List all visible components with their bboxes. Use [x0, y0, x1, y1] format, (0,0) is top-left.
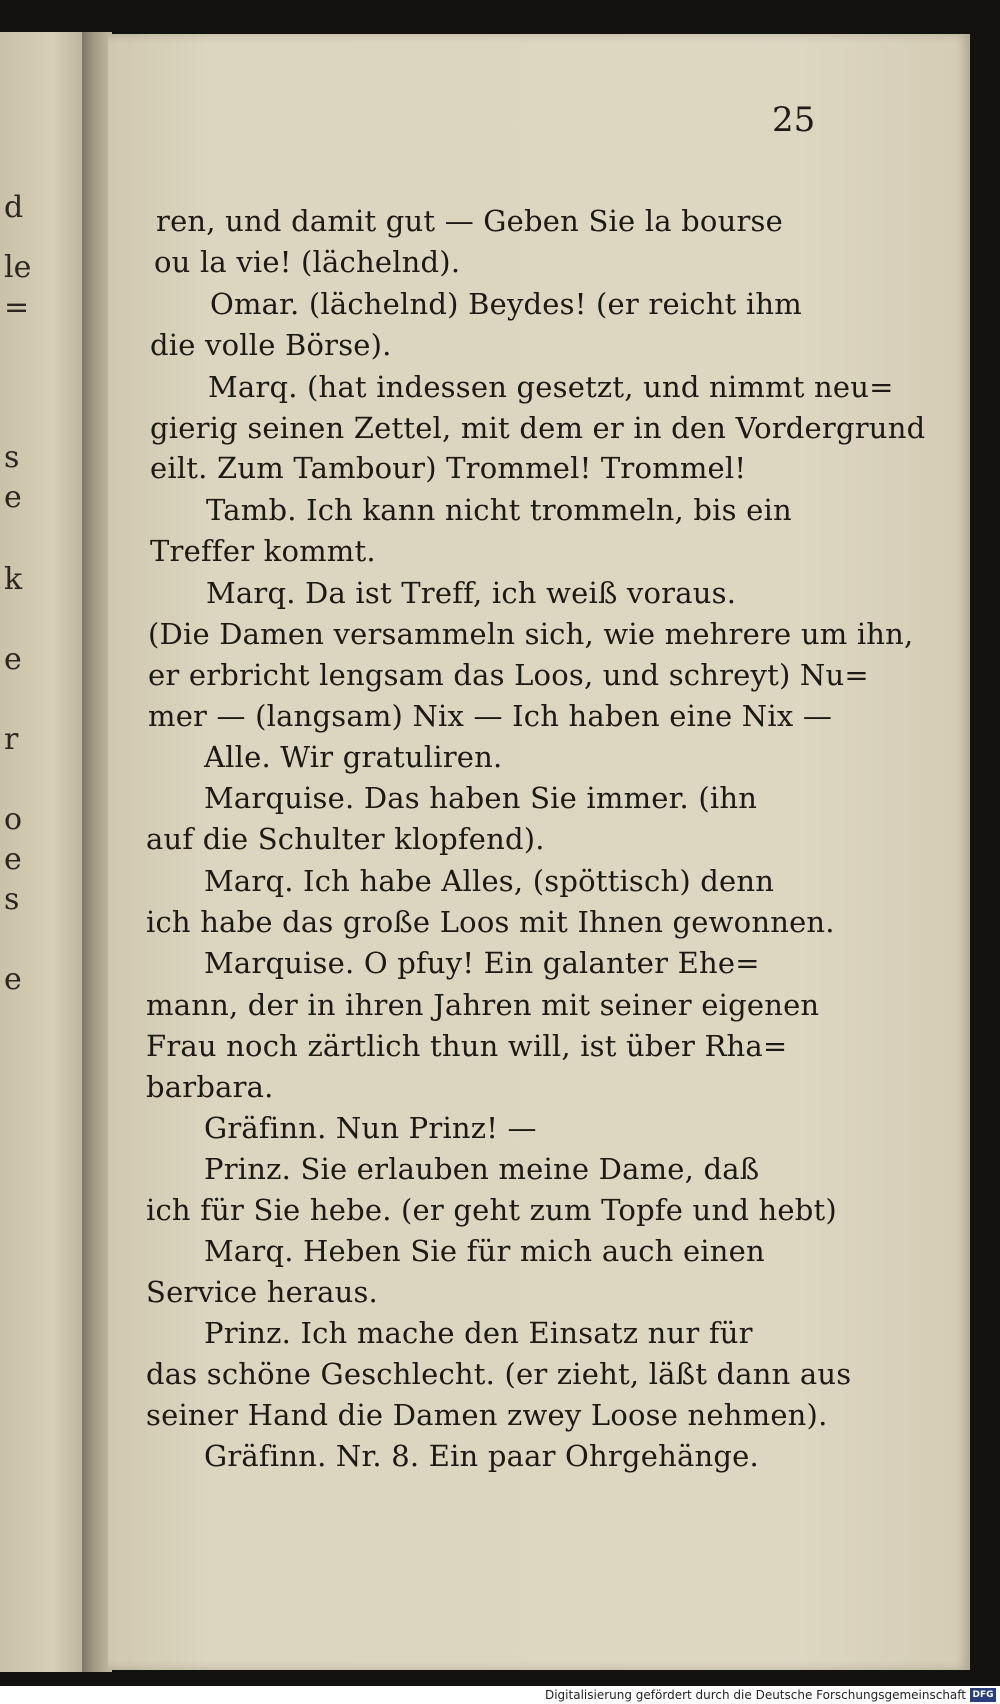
text-line: auf die Schulter klopfend).	[146, 822, 545, 856]
text-line: Marq. Heben Sie für mich auch einen	[204, 1234, 765, 1268]
text-line: er erbricht lengsam das Loos, und schreyt) Nu=	[148, 658, 869, 692]
facing-page-char: s	[4, 882, 20, 917]
facing-page-char: s	[4, 440, 20, 475]
text-line: Treffer kommt.	[150, 534, 376, 568]
text-line: Alle. Wir gratuliren.	[204, 740, 503, 774]
facing-page-char: le	[4, 250, 32, 285]
text-line: die volle Börse).	[150, 328, 392, 362]
facing-page-char: e	[4, 480, 22, 515]
text-line: mann, der in ihren Jahren mit seiner eigenen	[146, 988, 820, 1022]
facing-page-char: r	[4, 722, 19, 757]
text-line: Prinz. Sie erlauben meine Dame, daß	[204, 1152, 760, 1186]
text-line: Marq. Ich habe Alles, (spöttisch) denn	[204, 864, 775, 898]
text-line: Tamb. Ich kann nicht trommeln, bis ein	[206, 493, 792, 527]
text-line: Gräfinn. Nun Prinz! —	[204, 1111, 537, 1145]
text-line: Gräfinn. Nr. 8. Ein paar Ohrgehänge.	[204, 1439, 759, 1473]
text-line: ich habe das große Loos mit Ihnen gewonnen.	[146, 905, 835, 939]
text-line: Marquise. Das haben Sie immer. (ihn	[204, 781, 758, 815]
text-line: mer — (langsam) Nix — Ich haben eine Nix —	[148, 699, 833, 733]
text-line: Omar. (lächelnd) Beydes! (er reicht ihm	[210, 287, 802, 321]
text-line: barbara.	[146, 1070, 274, 1104]
page-number: 25	[772, 100, 816, 140]
facing-page-char: k	[4, 562, 23, 597]
facing-page-char: e	[4, 642, 22, 677]
text-line: eilt. Zum Tambour) Trommel! Trommel!	[150, 451, 747, 485]
text-line: Prinz. Ich mache den Einsatz nur für	[204, 1316, 753, 1350]
text-line: seiner Hand die Damen zwey Loose nehmen).	[146, 1398, 828, 1432]
text-line: ich für Sie hebe. (er geht zum Topfe und hebt)	[146, 1193, 837, 1227]
facing-page-edge	[0, 32, 88, 1672]
text-line: ren, und damit gut — Geben Sie la bourse	[156, 204, 783, 238]
text-line: gierig seinen Zettel, mit dem er in den Vordergrund	[150, 411, 926, 445]
text-line: Frau noch zärtlich thun will, ist über Rha=	[146, 1029, 788, 1063]
text-line: Marq. (hat indessen gesetzt, und nimmt neu=	[208, 370, 894, 404]
text-line: Marq. Da ist Treff, ich weiß voraus.	[206, 576, 737, 610]
text-line: Service heraus.	[146, 1275, 378, 1309]
text-line: das schöne Geschlecht. (er zieht, läßt dann aus	[146, 1357, 852, 1391]
facing-page-char: =	[4, 290, 30, 325]
text-line: ou la vie! (lächelnd).	[154, 245, 461, 279]
facing-page-char: d	[4, 190, 24, 225]
facing-page-char: o	[4, 802, 23, 837]
text-line: Marquise. O pfuy! Ein galanter Ehe=	[204, 946, 760, 980]
funding-credit: Digitalisierung gefördert durch die Deutsche Forschungsgemeinschaft	[544, 1688, 966, 1702]
facing-page-char: e	[4, 962, 22, 997]
text-line: (Die Damen versammeln sich, wie mehrere um ihn,	[148, 617, 914, 651]
dfg-logo-icon: DFG	[970, 1688, 996, 1702]
facing-page-char: e	[4, 842, 22, 877]
